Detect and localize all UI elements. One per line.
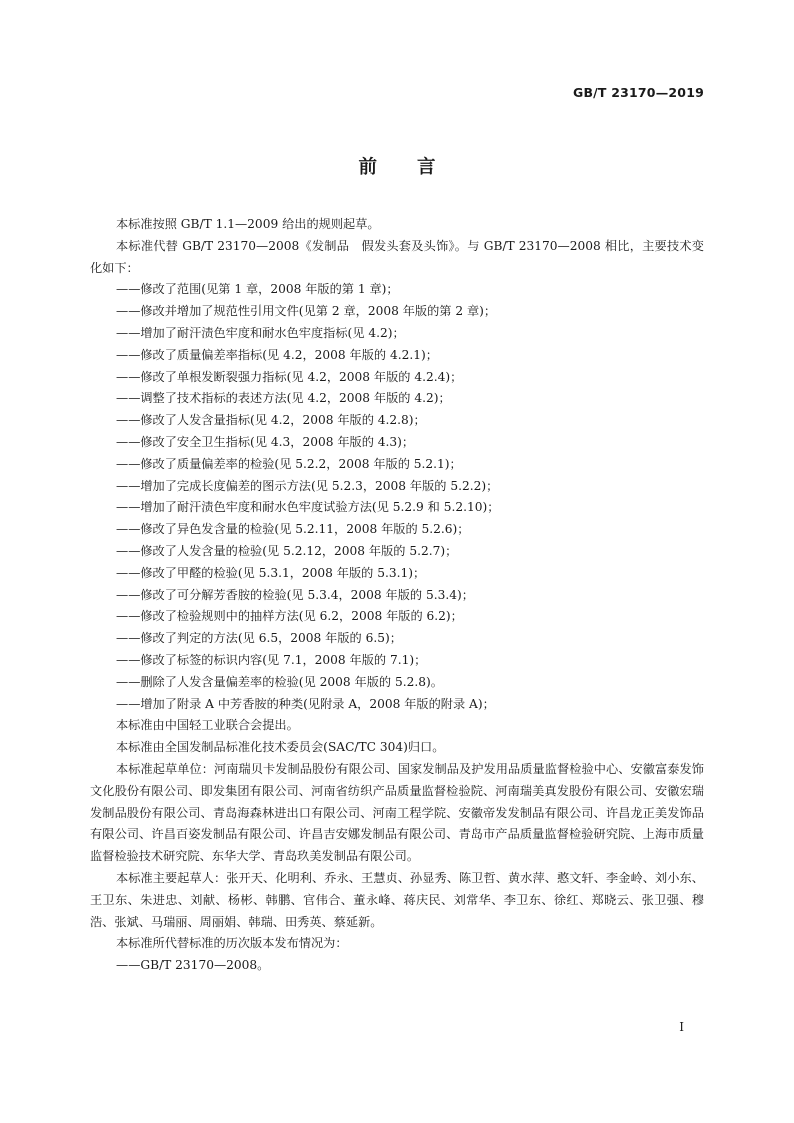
list-item: ——修改了质量偏差率的检验(见 5.2.2，2008 年版的 5.2.1)； <box>116 456 462 471</box>
paragraph-drafting-units: 本标准起草单位：河南瑞贝卡发制品股份有限公司、国家发制品及护发用品质量监督检验中心、安徽富泰发饰文化股份有限公司、即发集团有限公司、河南省纺织产品质量监督检验院、河南瑞美真发股份有限公司、安徽宏瑞发制品股份有限公司、青岛海森林进出口有限公司、河南工程学院、安徽帝发发制品有限公司、许昌龙正美发饰品有限公司、许昌百姿发制品有限公司、许昌吉安娜发制品有限公司、青岛市产品质量监督检验研究院、上海市质量监督检验技术研究院、东华大学、青岛玖美发制品有限公司。 <box>90 761 704 864</box>
list-item: ——调整了技术指标的表述方法(见 4.2，2008 年版的 4.2)； <box>116 391 451 406</box>
list-item: ——修改了可分解芳香胺的检验(见 5.3.4，2008 年版的 5.3.4)； <box>116 587 474 602</box>
page-title: 前言 <box>358 157 476 178</box>
list-item: ——修改了检验规则中的抽样方法(见 6.2，2008 年版的 6.2)； <box>116 609 463 624</box>
list-item: ——增加了完成长度偏差的图示方法(见 5.2.3，2008 年版的 5.2.2)； <box>116 478 499 493</box>
list-item: ——修改了范围(见第 1 章，2008 年版的第 1 章)； <box>116 282 399 297</box>
list-item: ——增加了耐汗渍色牢度和耐水色牢度试验方法(见 5.2.9 和 5.2.10)； <box>116 500 500 515</box>
list-item: ——修改了人发含量的检验(见 5.2.12，2008 年版的 5.2.7)； <box>116 543 458 558</box>
paragraph-drafters: 本标准主要起草人：张开天、化明利、乔永、王慧贞、孙显秀、陈卫哲、黄水萍、憨文轩、李金岭、刘小东、王卫东、朱进忠、刘献、杨彬、韩鹏、官伟合、董永峰、蒋庆民、刘常华、李卫东、徐红、郑晓云、张卫强、穆浩、张斌、马瑞丽、周丽娟、韩瑞、田秀英、蔡延新。 <box>90 870 704 929</box>
list-item: ——修改了单根发断裂强力指标(见 4.2，2008 年版的 4.2.4)； <box>116 369 463 384</box>
standard-code: GB/T 23170—2019 <box>572 85 704 100</box>
list-item: ——修改了标签的标识内容(见 7.1，2008 年版的 7.1)； <box>116 652 427 667</box>
list-item: ——修改了甲醛的检验(见 5.3.1，2008 年版的 5.3.1)； <box>116 565 426 580</box>
list-item: ——修改了异色发含量的检验(见 5.2.11，2008 年版的 5.2.6)； <box>116 522 470 537</box>
changes-list <box>90 279 704 715</box>
paragraph-replaces: 本标准代替 GB/T 23170—2008《发制品 假发头套及头饰》。与 GB/T 23170—2008 相比，主要技术变化如下： <box>90 238 704 275</box>
list-item: ——修改了判定的方法(见 6.5，2008 年版的 6.5)； <box>116 631 402 646</box>
paragraph-centralized-by: 本标准由全国发制品标准化技术委员会(SAC/TC 304)归口。 <box>116 740 445 755</box>
list-item: ——修改了质量偏差率指标(见 4.2，2008 年版的 4.2.1)； <box>116 347 438 362</box>
list-item: ——删除了人发含量偏差率的检验(见 2008 年版的 5.2.8)。 <box>116 674 443 689</box>
page-number: I <box>679 1020 684 1034</box>
foreword-body <box>90 214 704 977</box>
history-list <box>90 955 704 977</box>
list-item: ——修改并增加了规范性引用文件(见第 2 章，2008 年版的第 2 章)； <box>116 304 497 319</box>
list-item: ——修改了安全卫生指标(见 4.3，2008 年版的 4.3)； <box>116 434 415 449</box>
list-item: ——GB/T 23170—2008。 <box>116 958 270 973</box>
paragraph-proposed-by: 本标准由中国轻工业联合会提出。 <box>116 718 299 733</box>
list-item: ——增加了附录 A 中芳香胺的种类(见附录 A，2008 年版的附录 A)； <box>116 696 495 711</box>
list-item: ——增加了耐汗渍色牢度和耐水色牢度指标(见 4.2)； <box>116 325 405 340</box>
paragraph-drafting-rules: 本标准按照 GB/T 1.1—2009 给出的规则起草。 <box>116 217 380 231</box>
paragraph-history-intro: 本标准所代替标准的历次版本发布情况为： <box>116 936 348 951</box>
list-item: ——修改了人发含量指标(见 4.2，2008 年版的 4.2.8)； <box>116 413 426 428</box>
